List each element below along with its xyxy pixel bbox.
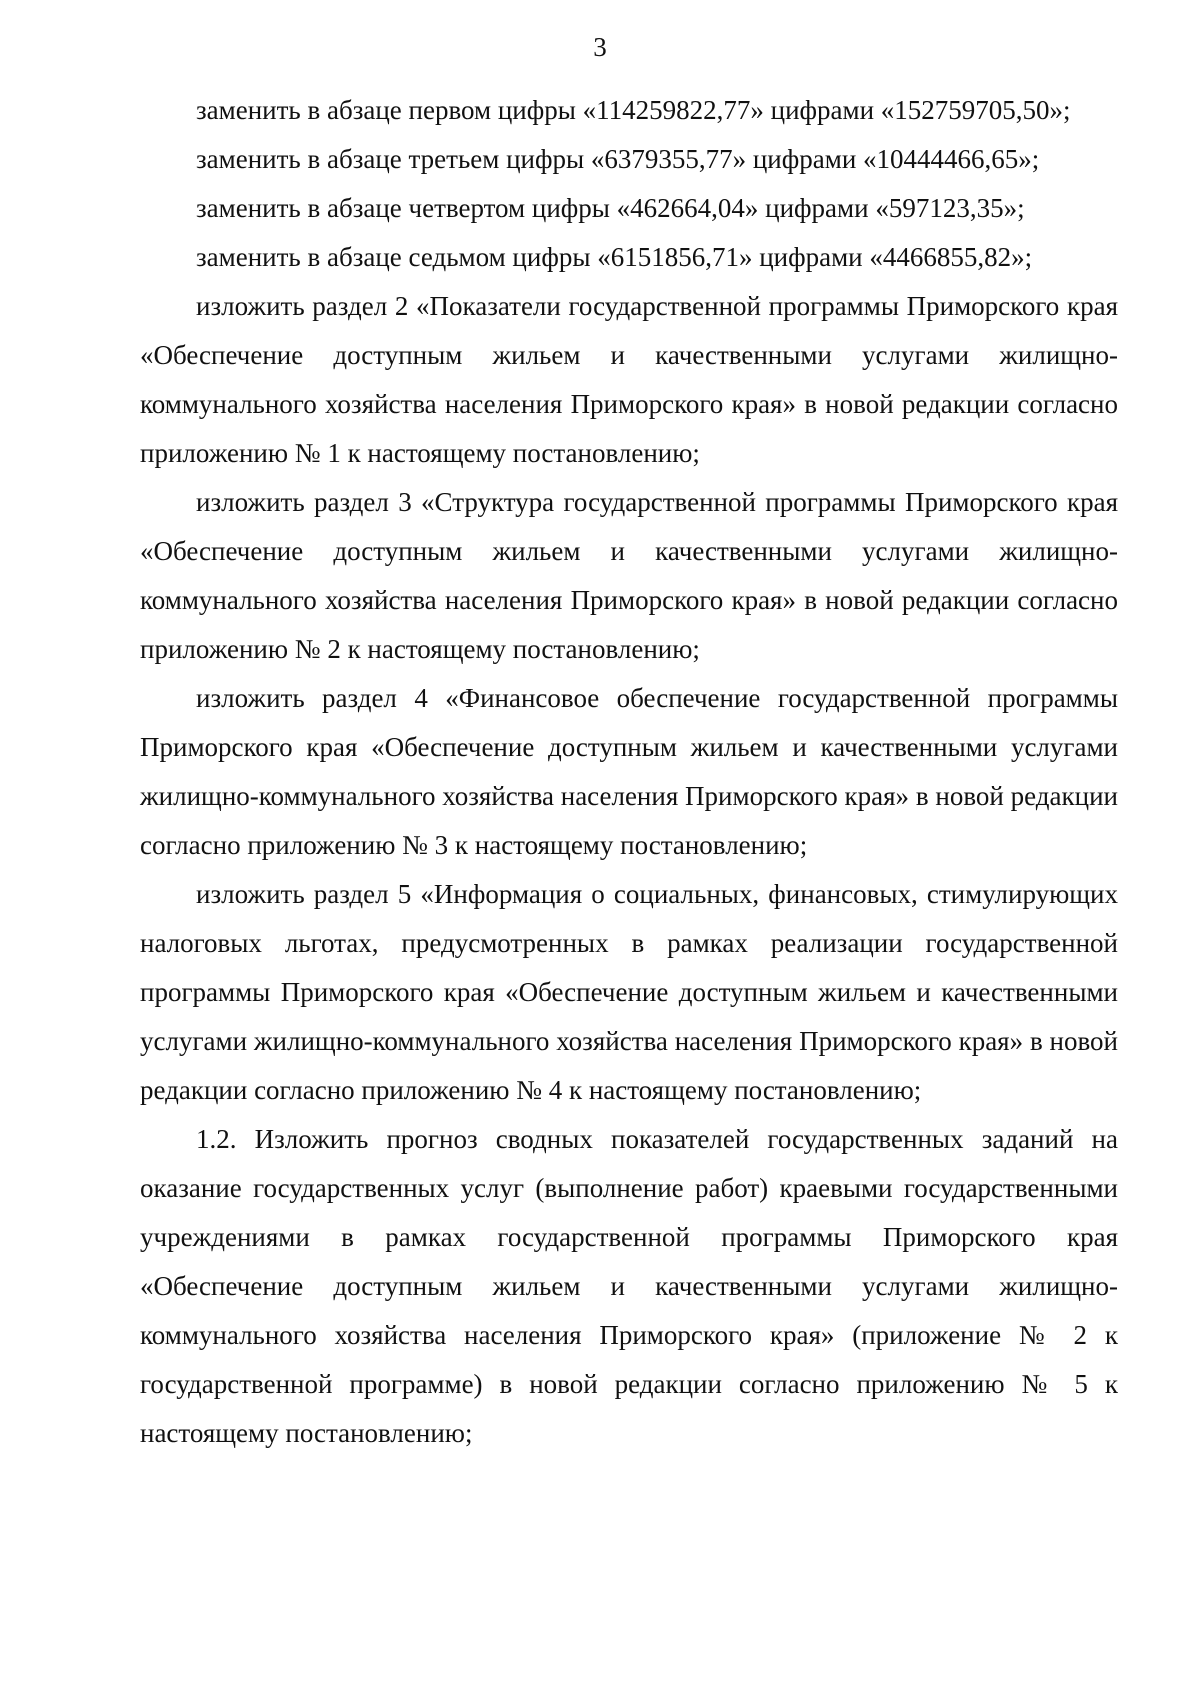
paragraph-1-2: 1.2. Изложить прогноз сводных показателей государственных заданий на оказание государственных услуг (выполнение работ) краевыми государственными учреждениями в рамках государственной программы Приморского края «Обеспечение доступным жильем и качественными услугами жилищно-коммунального хозяйства населения Приморского края» (приложение № 2 к государственной программе) в новой редакции согласно приложению № 5 к настоящему постановлению; <box>140 1124 1118 1448</box>
paragraph-amend-first: заменить в абзаце первом цифры «114259822,77» цифрами «152759705,50»; <box>196 95 1071 125</box>
document-body <box>140 86 1118 1458</box>
paragraph-amend-third: заменить в абзаце третьем цифры «6379355,77» цифрами «10444466,65»; <box>196 144 1040 174</box>
paragraph-amend-seventh: заменить в абзаце седьмом цифры «6151856,71» цифрами «4466855,82»; <box>196 242 1033 272</box>
paragraph-section-4: изложить раздел 4 «Финансовое обеспечение государственной программы Приморского края «Обеспечение доступным жильем и качественными услугами жилищно-коммунального хозяйства населения Приморского края» в новой редакции согласно приложению № 3 к настоящему постановлению; <box>140 683 1118 860</box>
page-number: 3 <box>593 32 607 62</box>
paragraph-section-5: изложить раздел 5 «Информация о социальных, финансовых, стимулирующих налоговых льготах, предусмотренных в рамках реализации государственной программы Приморского края «Обеспечение доступным жильем и качественными услугами жилищно-коммунального хозяйства населения Приморского края» в новой редакции согласно приложению № 4 к настоящему постановлению; <box>140 879 1118 1105</box>
paragraph-amend-fourth: заменить в абзаце четвертом цифры «462664,04» цифрами «597123,35»; <box>196 193 1025 223</box>
paragraph-section-3: изложить раздел 3 «Структура государственной программы Приморского края «Обеспечение доступным жильем и качественными услугами жилищно-коммунального хозяйства населения Приморского края» в новой редакции согласно приложению № 2 к настоящему постановлению; <box>140 487 1118 664</box>
paragraph-section-2: изложить раздел 2 «Показатели государственной программы Приморского края «Обеспечение доступным жильем и качественными услугами жилищно-коммунального хозяйства населения Приморского края» в новой редакции согласно приложению № 1 к настоящему постановлению; <box>140 291 1118 468</box>
